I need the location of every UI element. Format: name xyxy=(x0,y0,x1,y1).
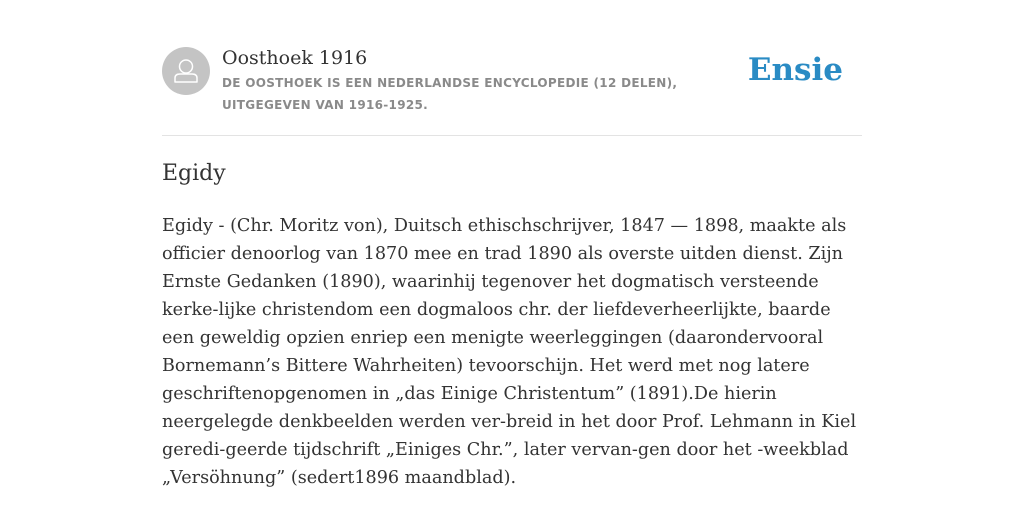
source-header xyxy=(162,44,862,120)
source-description: DE OOSTHOEK IS EEN NEDERLANDSE ENCYCLOPEDIE (12 DELEN), UITGEGEVEN VAN 1916-1925. xyxy=(222,76,678,112)
source-title[interactable]: Oosthoek 1916 xyxy=(222,47,368,69)
entry-title: Egidy xyxy=(162,161,226,186)
user-icon xyxy=(162,47,210,95)
entry-body: Egidy - (Chr. Moritz von), Duitsch ethischschrijver, 1847 — 1898, maakte als officier denoorlog van 1870 mee en trad 1890 als overste uitden dienst. Zijn Ernste Gedanken (1890), waarinhij tegenover het dogmatisch versteende kerke-lijke christendom een dogmaloos chr. der liefdeverheerlijkte, baarde een geweldig opzien enriep een menigte weerleggingen (daarondervooral Bornemann’s Bittere Wahrheiten) tevoorschijn. Het werd met nog latere geschriftenopgenomen in „das Einige Christentum” (1891).De hierin neergelegde denkbeelden werden ver-breid in het door Prof. Lehmann in Kiel geredi-geerde tijdschrift „Einiges Chr.”, later vervan-gen door het -weekblad „Versöhnung” (sedert1896 maandblad). xyxy=(162,216,857,488)
brand-logo[interactable]: Ensie xyxy=(747,52,843,88)
divider xyxy=(162,135,862,136)
